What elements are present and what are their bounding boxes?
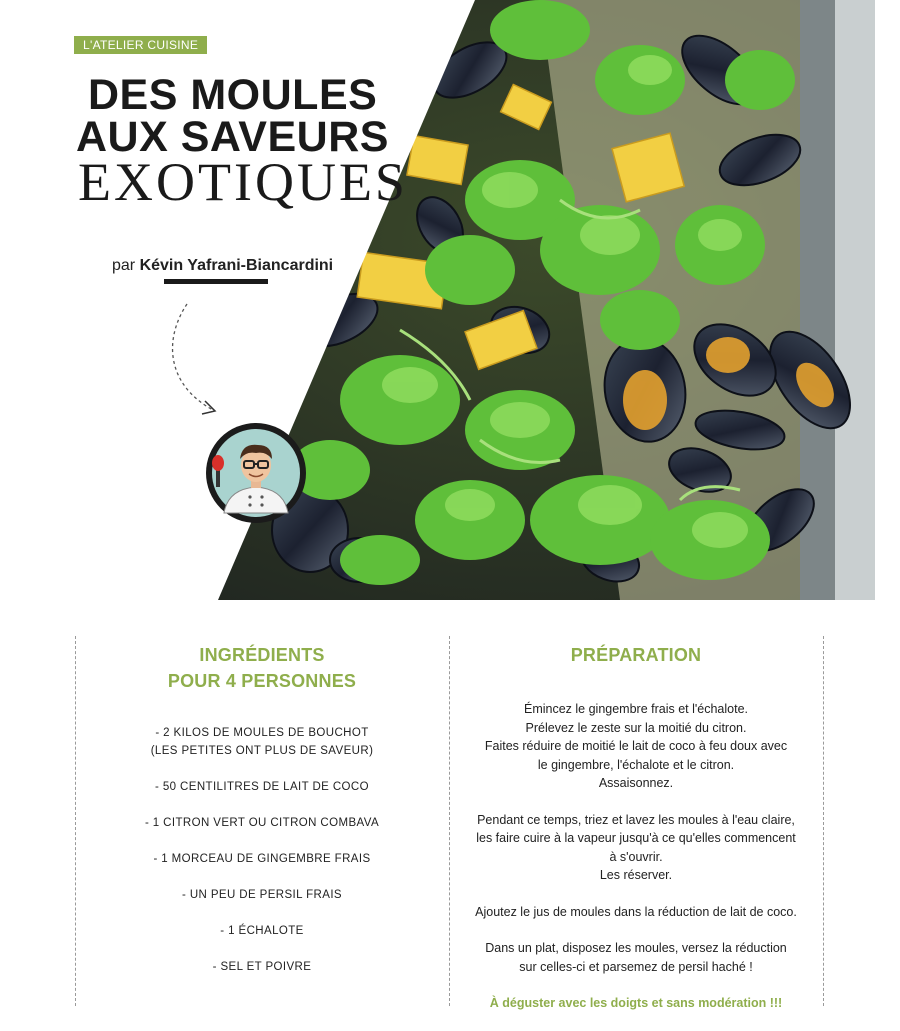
preparation-line: Assaisonnez. — [598, 776, 674, 790]
preparation-line: sur celles-ci et parsemez de persil haché ! — [519, 959, 753, 974]
preparation-line: Prélevez le zeste sur la moitié du citron. — [525, 720, 747, 735]
byline-prefix: par — [112, 257, 140, 274]
ingredients-list — [76, 724, 448, 994]
ingredient-item: - 50 CENTILITRES DE LAIT DE COCO — [155, 781, 369, 793]
ingredient-item — [76, 724, 448, 760]
ingredient-item: - UN PEU DE PERSIL FRAIS — [182, 889, 342, 901]
preparation-line: le gingembre, l'échalote et le citron. — [537, 757, 735, 772]
section-tag: L'ATELIER CUISINE — [74, 36, 207, 54]
ingredient-text: - 2 KILOS DE MOULES DE BOUCHOT — [155, 727, 369, 739]
preparation-title: PRÉPARATION — [570, 645, 702, 665]
preparation-line: les faire cuire à la vapeur jusqu'à ce qu'elles commencent — [476, 831, 796, 845]
preparation-line: Les réserver. — [599, 868, 673, 882]
column-divider-middle — [449, 636, 450, 1006]
byline-underline — [164, 279, 268, 284]
preparation-line: Pendant ce temps, triez et lavez les moules à l'eau claire, — [477, 812, 795, 827]
ingredients-title — [76, 642, 448, 694]
preparation-paragraph — [460, 939, 812, 976]
column-divider-right — [823, 636, 824, 1006]
preparation-paragraph — [460, 700, 812, 793]
preparation-paragraph — [460, 903, 812, 922]
dashed-arrow-icon — [165, 300, 235, 425]
byline — [112, 257, 333, 275]
title-line-2: AUX SAVEURS — [76, 113, 389, 161]
preparation-line: Dans un plat, disposez les moules, versez la réduction — [485, 941, 787, 955]
ingredient-item: - 1 MORCEAU DE GINGEMBRE FRAIS — [153, 853, 371, 865]
preparation-paragraph — [460, 811, 812, 885]
preparation-line: Émincez le gingembre frais et l'échalote. — [523, 702, 749, 716]
ingredient-note: (LES PETITES ONT PLUS DE SAVEUR) — [150, 745, 374, 757]
title-line-3: EXOTIQUES — [78, 152, 408, 212]
ingredient-item: - 1 ÉCHALOTE — [220, 925, 304, 937]
title-line-1: DES MOULES — [88, 71, 378, 119]
preparation-steps — [460, 700, 812, 1031]
ingredients-title-line-1: INGRÉDIENTS — [199, 645, 325, 665]
preparation-line: Ajoutez le jus de moules dans la réduction de lait de coco. — [475, 904, 797, 919]
preparation-closing: À déguster avec les doigts et sans modération !!! — [489, 996, 783, 1010]
author-name: Kévin Yafrani-Biancardini — [139, 257, 334, 274]
chef-cartoon-icon — [206, 423, 306, 523]
chef-avatar — [206, 423, 306, 523]
preparation-line: à s'ouvrir. — [609, 849, 663, 864]
ingredients-title-line-2: POUR 4 PERSONNES — [167, 671, 357, 691]
preparation-line: Faites réduire de moitié le lait de coco à feu doux avec — [484, 739, 788, 753]
ingredient-item: - 1 CITRON VERT OU CITRON COMBAVA — [144, 817, 380, 829]
ingredient-item: - SEL ET POIVRE — [212, 961, 312, 973]
